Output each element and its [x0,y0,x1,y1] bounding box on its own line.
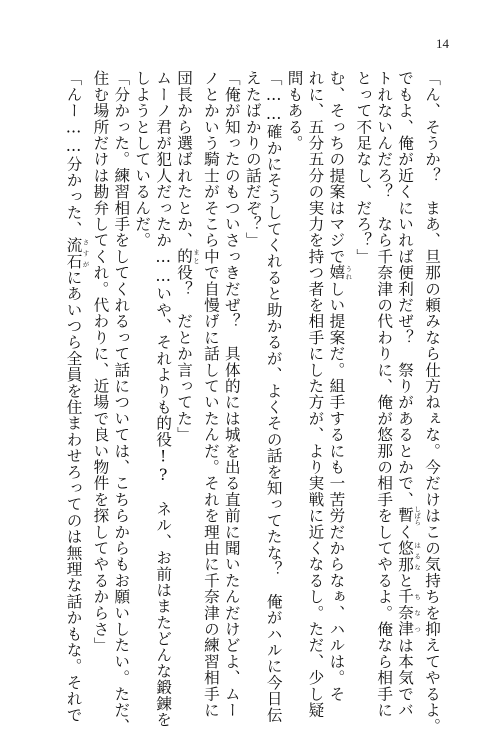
text-line [373,70,394,718]
furigana-word [396,505,422,526]
text-segment: 「俺が知ったのもついさっきだぜ？ 具体的には城を出る直前に聞いたんだけどよ、ムー [222,70,241,718]
ruby-reading: さすが [81,236,90,270]
ruby-reading: はるな [413,539,422,573]
text-segment: 住む場所だけは勘弁してくれ。代わりに、近場で良い物件を探してやるからさ」 [91,70,110,654]
ruby-base: 暫 [396,505,415,526]
text-segment: 団長から選ばれたとか、 [175,70,194,249]
text-line [110,70,131,734]
text-segment: む、そっちの提案はマジで [327,70,346,265]
text-line [394,70,422,719]
text-line [221,70,242,718]
text-segment: 「んー……分かった、 [64,70,83,237]
ruby-base: 流石 [64,236,83,270]
text-line [200,70,221,718]
text-line [173,70,200,680]
text-line [152,70,173,728]
ruby-base: 嬉 [327,264,346,281]
text-segment: と [396,572,415,589]
text-line [131,70,152,680]
text-segment: れに、五分五分の実力を持つ者を相手にした方が、より実戦に近くなるし。ただ、少し疑 [306,70,325,718]
text-segment: にあいつら全員を住まわせろってのは無理な話かもな。それで [64,269,83,723]
ruby-reading: まと [192,248,201,265]
vertical-text-body [63,70,442,734]
text-segment: トれないんだろ？ なら千奈津の代わりに、俺が悠那の相手をしてやるよ。俺なら相手に [375,70,394,718]
text-segment: 役？ だとか言ってた」 [175,264,194,443]
text-segment: 「分かった。練習相手をしてくれるって話については、こちらからもお願いしたい。ただ、 [112,70,131,734]
text-line [305,70,326,718]
furigana-word [327,264,353,281]
text-line [90,70,111,680]
furigana-word [396,539,422,573]
ruby-base: 的 [175,248,194,265]
text-segment: とって不足なし、だろ？」 [354,70,373,265]
ruby-reading: しばら [413,505,422,526]
ruby-base: 悠那 [396,539,415,573]
text-line [352,70,373,680]
text-line [325,70,353,702]
ruby-reading: ちなつ [413,588,422,638]
text-segment: く [396,523,415,540]
furigana-word [175,248,201,265]
page-number: 14 [436,36,449,51]
text-segment: しようとしているんだ。 [133,70,152,249]
furigana-word [64,236,90,270]
text-segment: 「ん、そうか？ まあ、旦那の頼みなら仕方ねぇな。今だけはこの気持ちを抑えてやるよ。 [423,70,441,734]
furigana-word [396,588,422,638]
text-line [263,70,284,723]
text-segment: 「……確かにそうしてくれると助かるが、よくその話を知ってたな？ 俺がハルに今日伝 [264,70,283,723]
text-segment: ムーノ君が犯人だったか……いや、それよりも的役!? ネル、お前はまたどんな鍛錬を [154,70,173,728]
text-line [284,70,305,680]
text-segment: ノとかいう騎士がそこら中で自慢げに話していたんだ。それを理由に千奈津の練習相手に [201,70,220,718]
text-line [242,70,263,680]
text-segment: は本気でバ [396,637,415,719]
text-line [421,70,442,734]
text-segment: えたばかりの話だぞ？」 [243,70,262,249]
text-line [63,70,90,723]
text-segment: 問もある。 [285,70,304,151]
ruby-base: 千奈津 [396,588,415,638]
ruby-reading: うれ [344,264,353,281]
text-segment: しい提案だ。組手するにも一苦労だからなぁ、ハルは。そ [327,280,346,702]
text-segment: でもよ、俺が近くにいれば便利だぜ？ 祭りがあるとかで、 [396,70,415,508]
